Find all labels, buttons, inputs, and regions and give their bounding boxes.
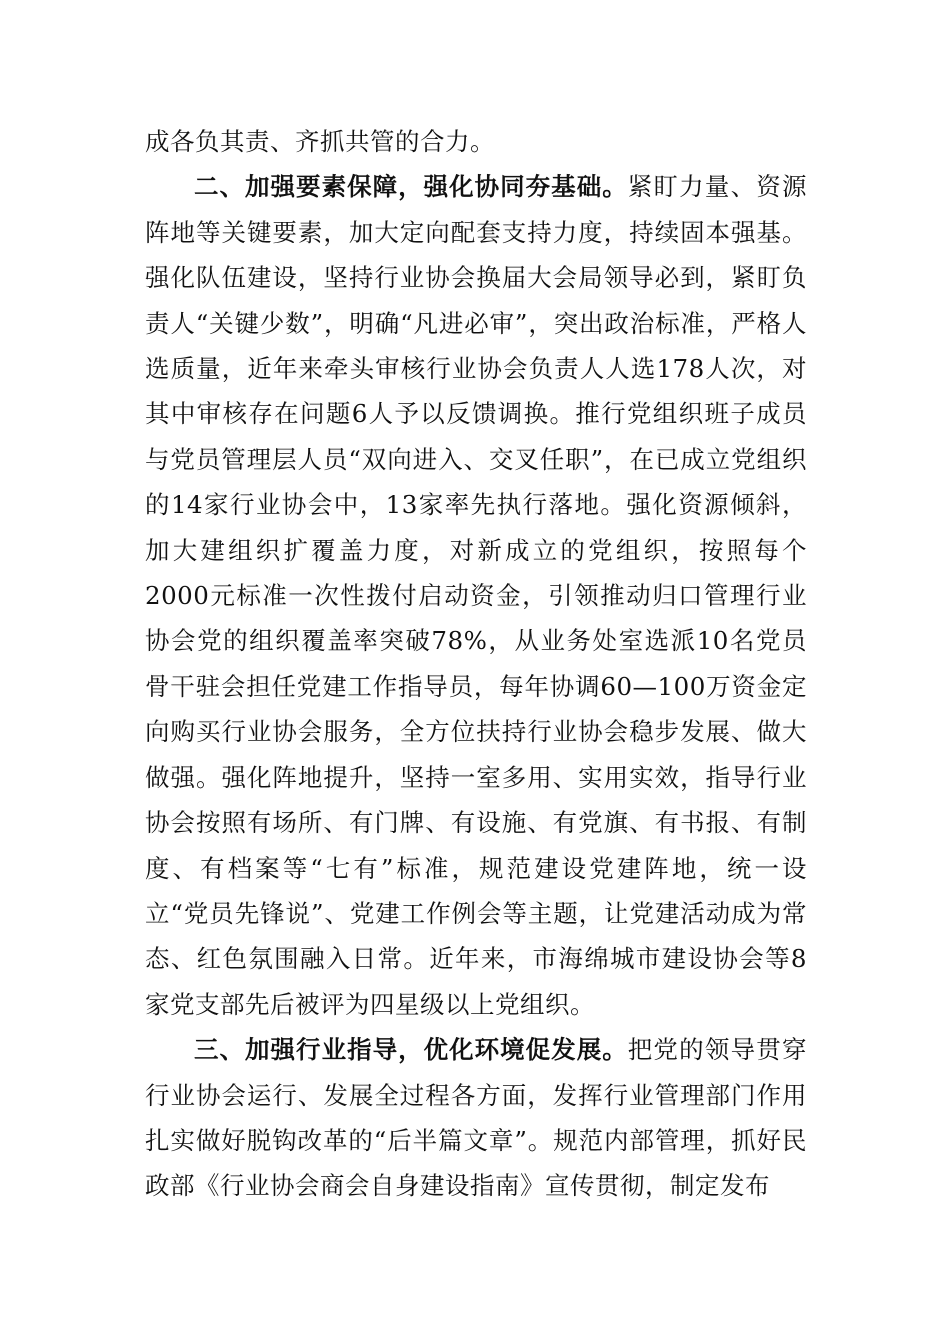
paragraph-section-two [145,164,807,1027]
paragraph-section-three [145,1027,807,1209]
section-heading: 三、加强行业指导，优化环境促发展。 [194,1035,628,1065]
paragraph-body: 成各负其责、齐抓共管的合力。 [145,127,495,156]
paragraph-body: 紧盯力量、资源阵地等关键要素，加大定向配套支持力度，持续固本强基。强化队伍建设，坚持行业协会换届大会局领导必到，紧盯负责人“关键少数”，明确“凡进必审”，突出政治标准，严格人选质量，近年来牵头审核行业协会负责人人选178人次，对其中审核存在问题6人予以反馈调换。推行党组织班子成员与党员管理层人员“双向进入、交叉任职”，在已成立党组织的14家行业协会中，13家率先执行落地。强化资源倾斜，加大建组织扩覆盖力度，对新成立的党组织，按照每个2000元标准一次性拨付启动资金，引领推动归口管理行业协会党的组织覆盖率突破78%，从业务处室选派10名党员骨干驻会担任党建工作指导员，每年协调60—100万资金定向购买行业协会服务，全方位扶持行业协会稳步发展、做大做强。强化阵地提升，坚持一室多用、实用实效，指导行业协会按照有场所、有门牌、有设施、有党旗、有书报、有制度、有档案等“七有”标准，规范建设党建阵地，统一设立“党员先锋说”、党建工作例会等主题，让党建活动成为常态、红色氛围融入日常。近年来，市海绵城市建设协会等8家党支部先后被评为四星级以上党组织。 [145,172,807,1019]
paragraph-body: 把党的领导贯穿行业协会运行、发展全过程各方面，发挥行业管理部门作用扎实做好脱钩改革的“后半篇文章”。规范内部管理，抓好民政部《行业协会商会自身建设指南》宣传贯彻，制定发布 [145,1035,807,1201]
section-heading: 二、加强要素保障，强化协同夯基础。 [194,172,628,202]
document-body [145,119,807,1209]
paragraph-continuation [145,119,807,164]
